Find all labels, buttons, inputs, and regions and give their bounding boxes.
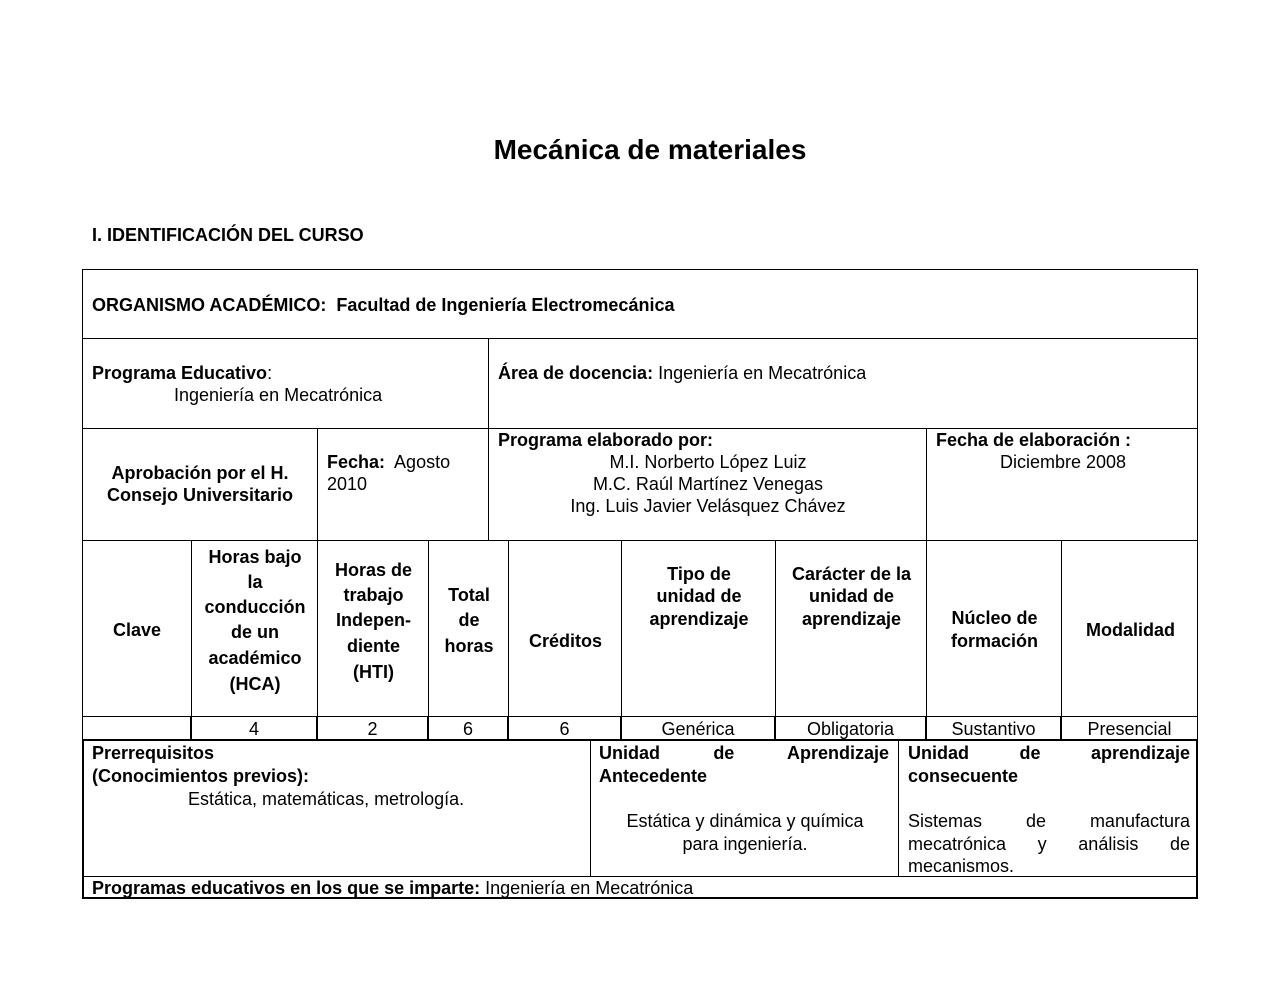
header-tipo: Tipo de unidad de aprendizaje [621, 540, 775, 740]
antecedente-cell [590, 741, 898, 876]
fecha-elaboracion-cell [926, 428, 1198, 540]
header-modalidad: Modalidad [1061, 540, 1198, 740]
elaborado-author: M.I. Norberto López Luiz [609, 452, 807, 472]
requirements-table [82, 739, 1198, 899]
elaborado-label: Programa elaborado por: [498, 430, 714, 450]
prerrequisitos-label-2: (Conocimientos previos): [92, 766, 310, 786]
header-total: Total de horas [428, 540, 508, 740]
area-docencia-label: Área de docencia: [498, 363, 654, 383]
value-hca: 4 [190, 716, 316, 740]
programa-educativo-cell [83, 338, 488, 428]
consecuente-value-3: mecanismos. [908, 856, 1015, 876]
header-hca: Horas bajo la conducción de un académico (HCA) [191, 540, 317, 740]
value-total: 6 [427, 716, 507, 740]
antecedente-value-2: para ingeniería. [682, 834, 808, 854]
header-clave: Clave [83, 540, 191, 740]
programa-educativo-value: Ingeniería en Mecatrónica [174, 385, 383, 405]
fecha-elaboracion-value: Diciembre 2008 [999, 452, 1127, 472]
prerrequisitos-value: Estática, matemáticas, metrología. [188, 789, 465, 809]
consecuente-value-1: Sistemas de manufactura [908, 811, 1190, 831]
prerrequisitos-cell [84, 741, 590, 876]
header-hti: Horas de trabajo Indepen- diente (HTI) [317, 540, 428, 740]
section-heading: I. IDENTIFICACIÓN DEL CURSO [92, 225, 364, 245]
prerrequisitos-label-1: Prerrequisitos [92, 743, 215, 763]
programa-educativo-label: Programa Educativo [92, 363, 268, 383]
value-caracter: Obligatoria [774, 716, 925, 740]
antecedente-label-1: Unidad de Aprendizaje [599, 743, 889, 763]
organismo-label: ORGANISMO ACADÉMICO: [92, 295, 327, 315]
elaborado-cell [488, 428, 926, 540]
antecedente-value-1: Estática y dinámica y química [626, 811, 864, 831]
value-tipo: Genérica [620, 716, 774, 740]
programa-educativo-colon: : [267, 363, 273, 383]
value-creditos: 6 [507, 716, 620, 740]
header-nucleo: Núcleo de formación [926, 540, 1061, 740]
consecuente-value-2: mecatrónica y análisis de [908, 834, 1190, 854]
value-nucleo: Sustantivo [925, 716, 1060, 740]
values-row [82, 716, 1198, 740]
document-title: Mecánica de materiales [493, 134, 807, 165]
header-caracter: Carácter de la unidad de aprendizaje [775, 540, 926, 740]
programas-imparte-label: Programas educativos en los que se imparte: [92, 878, 481, 898]
organismo-row [92, 294, 1182, 316]
area-docencia-cell [488, 338, 1198, 428]
elaborado-author: Ing. Luis Javier Velásquez Chávez [570, 496, 846, 516]
fecha-label: Fecha: [327, 452, 386, 472]
aprobacion-cell [83, 428, 317, 540]
fecha-value-1: Agosto [394, 452, 451, 472]
consecuente-cell [898, 741, 1196, 876]
organismo-value: Facultad de Ingeniería Electromecánica [336, 295, 675, 315]
consecuente-label-1: Unidad de aprendizaje [908, 743, 1190, 763]
identification-table [82, 269, 1198, 741]
value-hti: 2 [316, 716, 427, 740]
fecha-cell [317, 428, 488, 540]
value-clave [82, 716, 190, 740]
elaborado-author: M.C. Raúl Martínez Venegas [592, 474, 824, 494]
fecha-value-2: 2010 [327, 474, 368, 494]
area-docencia-value: Ingeniería en Mecatrónica [658, 363, 867, 383]
programas-imparte-cell [84, 876, 1196, 897]
consecuente-label-2: consecuente [908, 766, 1019, 786]
header-creditos: Créditos [508, 540, 621, 740]
fecha-elaboracion-label: Fecha de elaboración : [936, 430, 1132, 450]
value-modalidad: Presencial [1060, 716, 1198, 740]
aprobacion-line2: Consejo Universitario [106, 485, 294, 505]
programas-imparte-value: Ingeniería en Mecatrónica [485, 878, 694, 898]
aprobacion-line1: Aprobación por el H. [111, 463, 289, 483]
antecedente-label-2: Antecedente [599, 766, 708, 786]
